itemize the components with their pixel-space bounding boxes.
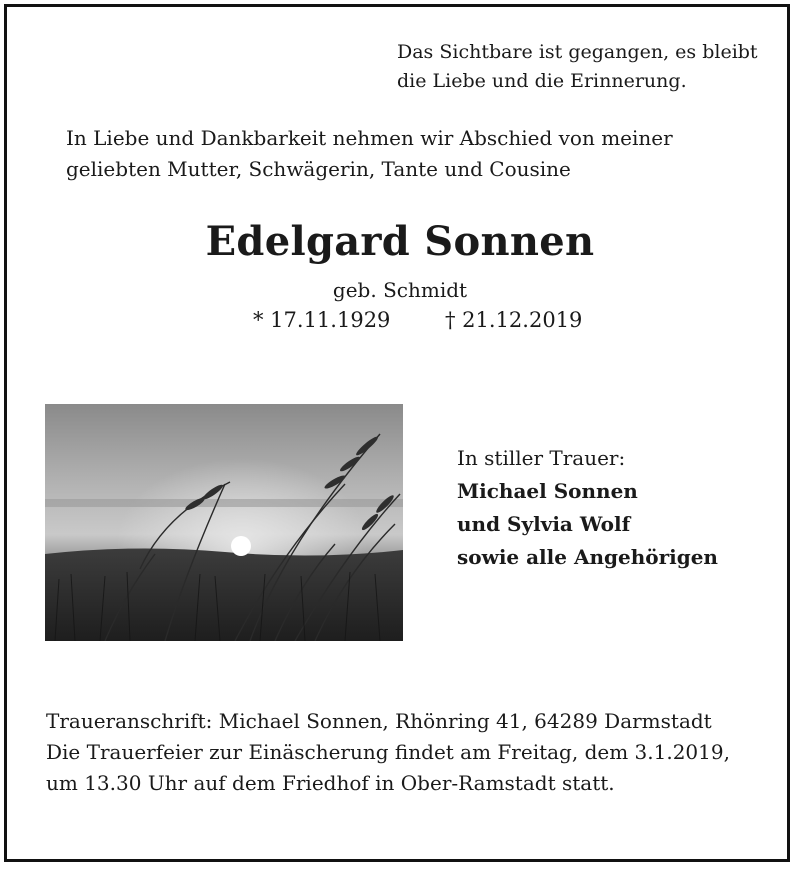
quote-line-1: Das Sichtbare ist gegangen, es bleibt [397, 41, 758, 63]
farewell-intro [66, 123, 673, 185]
mourner-relatives: sowie alle Angehörigen [457, 545, 718, 569]
birth-date: * 17.11.1929 [253, 308, 391, 332]
ceremony-info-line-2: um 13.30 Uhr auf dem Friedhof in Ober-Ramstadt statt. [46, 771, 615, 795]
mourning-address: Traueranschrift: Michael Sonnen, Rhönring 41, 64289 Darmstadt [46, 709, 712, 733]
memorial-quote [397, 38, 758, 96]
deceased-name: Edelgard Sonnen [205, 218, 595, 265]
intro-line-2: geliebten Mutter, Schwägerin, Tante und Cousine [66, 157, 571, 181]
mourner-name-2: und Sylvia Wolf [457, 512, 631, 536]
quote-line-2: die Liebe und die Erinnerung. [397, 70, 687, 92]
funeral-details [46, 706, 730, 799]
mourner-name-1: Michael Sonnen [457, 479, 638, 503]
sunset-grass-photo [45, 404, 403, 641]
intro-line-1: In Liebe und Dankbarkeit nehmen wir Abschied von meiner [66, 126, 673, 150]
mourners-block [457, 442, 718, 574]
ceremony-info-line-1: Die Trauerfeier zur Einäscherung findet am Freitag, dem 3.1.2019, [46, 740, 730, 764]
mourners-heading: In stiller Trauer: [457, 446, 626, 470]
maiden-name: geb. Schmidt [332, 278, 468, 302]
death-date: † 21.12.2019 [445, 308, 583, 332]
